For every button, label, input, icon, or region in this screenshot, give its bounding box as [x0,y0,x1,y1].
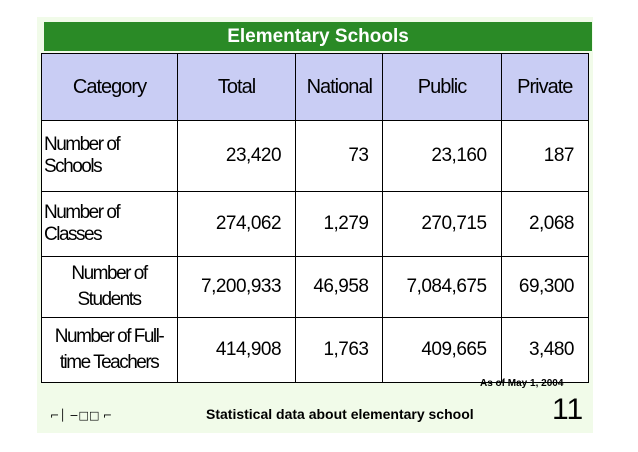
cell-national: 73 [296,121,383,192]
cell-total: 414,908 [178,318,296,383]
row-label [42,257,178,318]
as-of-date: As of May 1, 2004 [480,378,564,389]
header-public: Public [383,54,501,121]
row-label-line: time Teachers [59,352,159,373]
header-private: Private [501,54,588,121]
statistics-table [41,53,589,383]
cell-public: 409,665 [383,318,501,383]
row-label-line: Number of Full- [54,326,164,347]
cell-public: 270,715 [383,192,501,257]
header-category: Category [42,54,178,121]
table-row [42,192,589,257]
header-total: Total [178,54,296,121]
cell-public: 23,160 [383,121,501,192]
cell-total: 274,062 [178,192,296,257]
cell-private: 3,480 [501,318,588,383]
cell-national: 46,958 [296,257,383,318]
cell-national: 1,279 [296,192,383,257]
row-label: Number of Schools [42,121,178,192]
page-number: 11 [552,393,584,426]
cell-private: 187 [501,121,588,192]
row-label [42,318,178,383]
slide-title: Elementary Schools [44,22,592,51]
table-row [42,257,589,318]
cell-national: 1,763 [296,318,383,383]
cell-private: 69,300 [501,257,588,318]
table-header-row [42,54,589,121]
row-label-line: Number of [71,263,147,284]
footer-caption: Statistical data about elementary school [206,406,474,422]
table-row [42,318,589,383]
header-national: National [296,54,383,121]
footer-left-text: ⌐│ −□□ ⌐ [50,409,113,422]
cell-total: 23,420 [178,121,296,192]
cell-private: 2,068 [501,192,588,257]
row-label-line: Students [77,289,141,310]
table-row [42,121,589,192]
cell-total: 7,200,933 [178,257,296,318]
row-label: Number of Classes [42,192,178,257]
cell-public: 7,084,675 [383,257,501,318]
